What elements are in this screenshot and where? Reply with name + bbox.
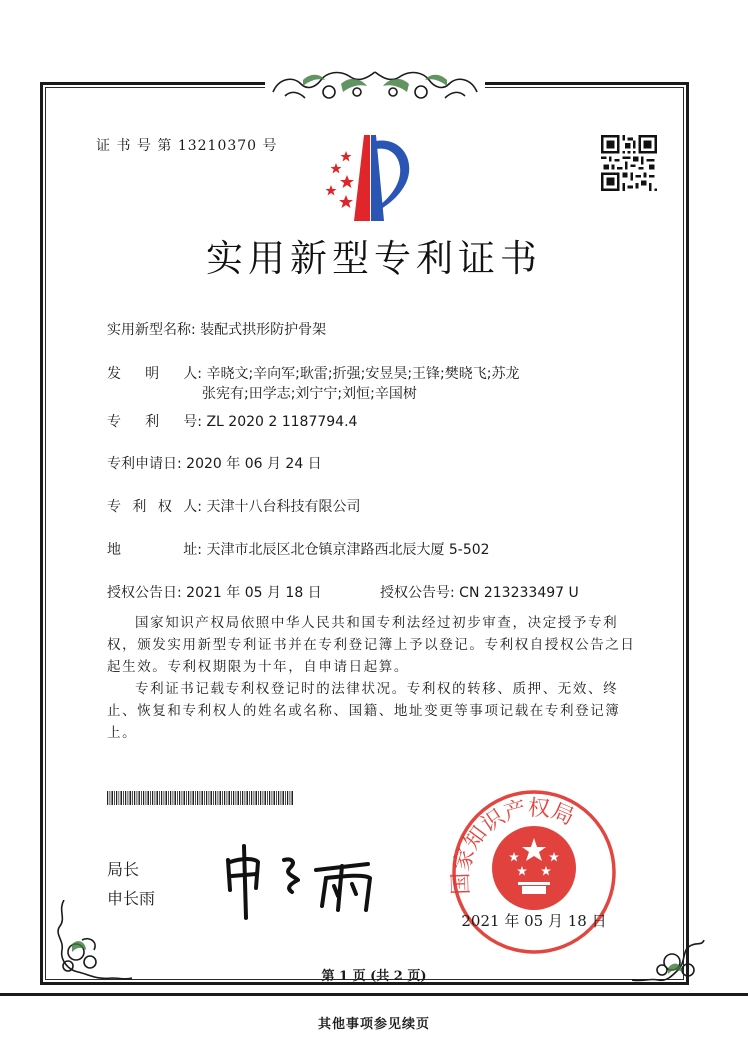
field-grant-number <box>380 582 579 602</box>
field-label: 实用新型名称: <box>107 322 196 338</box>
continue-note: 其他事项参见续页 <box>317 1017 430 1032</box>
field-value: 2021 年 05 月 18 日 <box>186 585 322 601</box>
field-label: 地 址: <box>107 542 202 558</box>
field-patentee <box>107 496 360 516</box>
barcode-icon <box>107 791 293 805</box>
signature-icon <box>220 840 400 920</box>
certificate-title: 实用新型专利证书 <box>206 237 542 280</box>
statement-paragraph: 专利证书记载专利权登记时的法律状况。专利权的转移、质押、无效、终止、恢复和专利权人的姓名或名称、国籍、地址变更等事项记载在专利登记簿上。 <box>107 681 621 741</box>
field-label: 专利申请日: <box>107 456 182 472</box>
field-inventors-line2 <box>202 383 417 403</box>
field-value: 装配式拱形防护骨架 <box>200 322 327 338</box>
certificate-number-suffix: 号 <box>262 138 278 154</box>
certificate-number-label: 证 书 号 第 <box>96 138 173 154</box>
field-grant-date <box>107 582 322 602</box>
qr-code-icon <box>601 135 657 191</box>
cnipa-logo-icon <box>318 133 418 223</box>
field-filing-date <box>107 453 322 473</box>
field-value: CN 213233497 U <box>459 585 579 601</box>
field-label: 授权公告号: <box>380 585 455 601</box>
field-value: 张宪有;田学志;刘宁宁;刘恒;辛国树 <box>202 386 417 402</box>
page-number: 第 1 页 (共 2 页) <box>321 969 427 984</box>
field-label: 授权公告日: <box>107 585 182 601</box>
field-value: 2020 年 06 月 24 日 <box>186 456 322 472</box>
field-value: ZL 2020 2 1187794.4 <box>206 414 358 430</box>
field-address <box>107 539 490 559</box>
field-value: 天津十八台科技有限公司 <box>206 499 361 515</box>
field-label: 发 明 人: <box>107 366 202 382</box>
director-title: 局长 <box>107 860 140 879</box>
seal-text: 国家知识产权局 <box>448 795 578 896</box>
top-ornament-icon <box>265 62 485 104</box>
official-seal-icon <box>448 786 620 958</box>
certificate-number-value: 13210370 <box>177 138 258 154</box>
seal-date: 2021 年 05 月 18 日 <box>461 912 607 930</box>
bottom-rule <box>0 993 748 996</box>
field-value: 天津市北辰区北仓镇京津路西北辰大厦 5-502 <box>206 542 490 558</box>
field-patent-number <box>107 411 357 431</box>
field-utility-model-name <box>107 319 326 339</box>
field-label: 专 利 号: <box>107 414 202 430</box>
field-label: 专 利 权 人: <box>107 499 202 515</box>
director-name: 申长雨 <box>107 889 156 908</box>
statement-paragraph: 国家知识产权局依照中华人民共和国专利法经过初步审查，决定授予专利权，颁发实用新型专利证书并在专利登记簿上予以登记。专利权自授权公告之日起生效。专利权期限为十年，自申请日起算。 <box>107 615 636 675</box>
certificate-number <box>96 135 278 155</box>
field-value: 辛晓文;辛向军;耿雷;折强;安昱昊;王锋;樊晓飞;苏龙 <box>206 366 520 382</box>
field-inventors <box>107 363 519 383</box>
